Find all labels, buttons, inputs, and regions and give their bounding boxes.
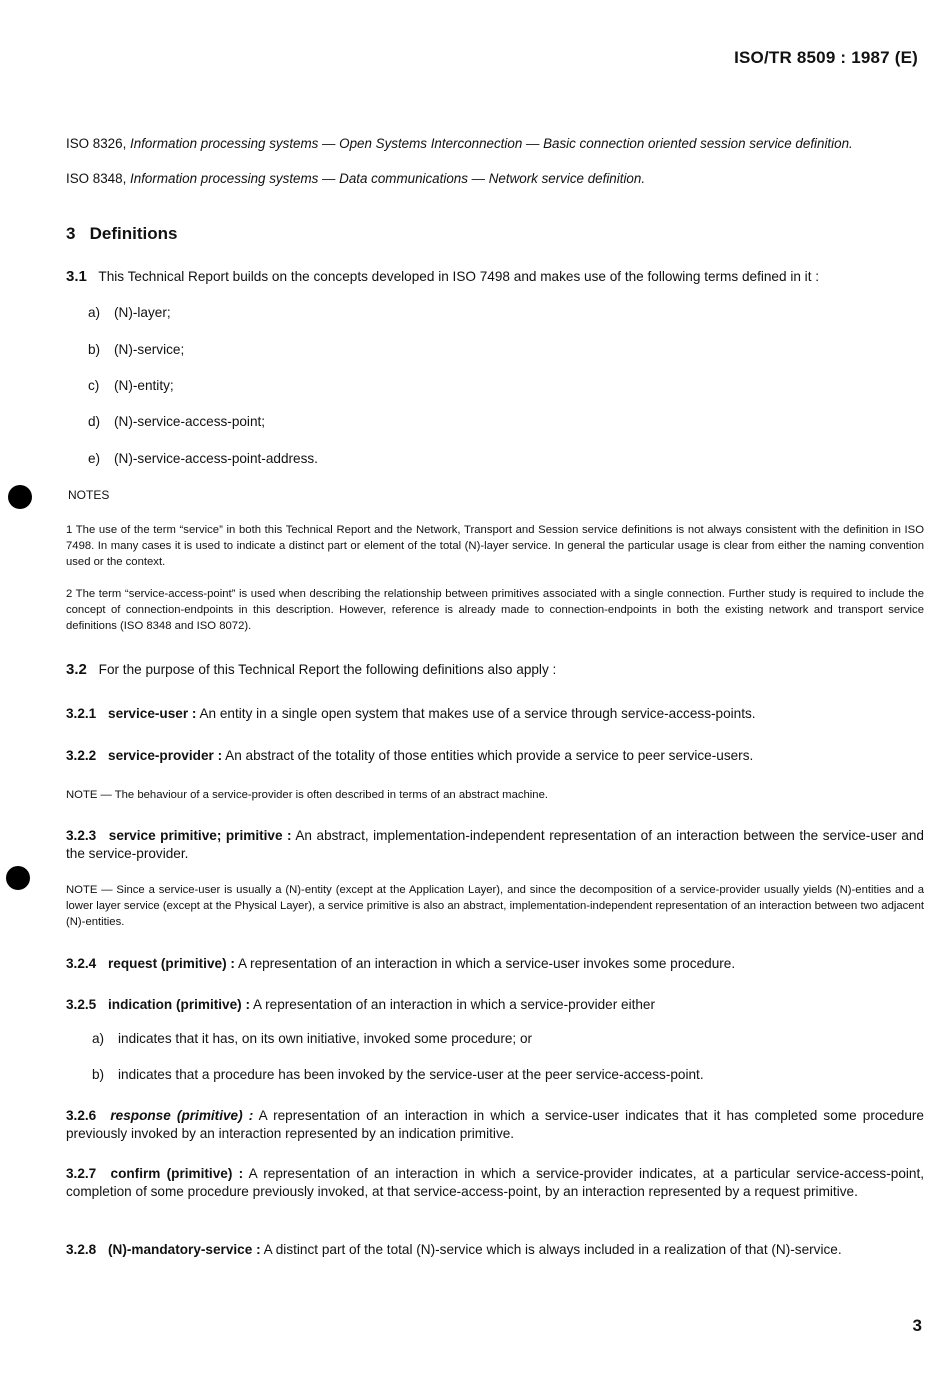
clause-3-1 — [66, 268, 924, 286]
definition-text: An entity in a single open system that makes use of a service through service-access-points. — [199, 706, 756, 721]
list-label: e) — [88, 451, 101, 466]
reference-title: Information processing systems — Open Systems Interconnection — Basic connection oriented session service definition. — [130, 136, 853, 151]
definition-text: A representation of an interaction in which a service-provider indicates, at a particular service-access-point, completion of some procedure previously invoked, at that service-access-point, by an interaction represented by a request primitive. — [66, 1166, 925, 1199]
list-text: indicates that a procedure has been invoked by the service-user at the peer service-access-point. — [118, 1067, 704, 1082]
definition-text: A representation of an interaction in which a service-user invokes some procedure. — [237, 956, 736, 971]
definition-number: 3.2.8 — [66, 1242, 97, 1257]
list-item — [88, 378, 174, 393]
section-heading: 3 Definitions — [66, 224, 178, 243]
document-identifier: ISO/TR 8509 : 1987 (E) — [734, 48, 918, 67]
definition-number: 3.2.6 — [66, 1108, 97, 1123]
definition-term: request (primitive) : — [108, 956, 235, 971]
list-text: (N)-service-access-point-address. — [114, 451, 318, 466]
page-number: 3 — [912, 1316, 922, 1335]
note-1: 1 The use of the term “service” in both this Technical Report and the Network, Transport and Session service definitions is not always consistent with the definition in ISO 7498. In many cases it is used to indicate a distinct part or element of the total (N)-layer service. In general the particular usage is clear from either the naming convention used or the context. — [66, 524, 924, 568]
definition-3-2-6 — [66, 1107, 924, 1143]
clause-text: For the purpose of this Technical Report the following definitions also apply : — [98, 662, 557, 677]
clause-number: 3.2 — [66, 661, 87, 678]
notes-heading: NOTES — [68, 488, 110, 502]
list-text: (N)-entity; — [114, 378, 174, 393]
definition-3-2-8 — [66, 1241, 924, 1259]
definition-number: 3.2.5 — [66, 997, 97, 1012]
definition-term: indication (primitive) : — [108, 997, 250, 1012]
reference-code: ISO 8326, — [66, 136, 127, 151]
punch-hole-mark — [6, 866, 30, 890]
definition-text: An abstract, implementation-independent representation of an interaction between the service-user and the service-provider. — [66, 828, 924, 861]
definition-term: response (primitive) : — [110, 1108, 254, 1123]
reference-code: ISO 8348, — [66, 171, 127, 186]
clause-text: This Technical Report builds on the concepts developed in ISO 7498 and makes use of the following terms defined in it : — [98, 269, 820, 284]
clause-number: 3.1 — [66, 268, 87, 285]
punch-hole-mark — [8, 485, 32, 509]
definition-term: confirm (primitive) : — [110, 1166, 244, 1181]
list-text: (N)-service; — [114, 342, 185, 357]
definition-note: NOTE — Since a service-user is usually a (N)-entity (except at the Application Layer), and since the decomposition of a service-provider usually yields (N)-entities and a lower layer service (except at the Physical Layer), a service primitive is also an abstract, implementation-independent representation of an interaction between two adjacent (N)-entities. — [66, 884, 924, 928]
list-item — [88, 305, 171, 320]
definition-term: service-user : — [108, 706, 197, 721]
definition-3-2-1 — [66, 705, 924, 723]
list-text: (N)-layer; — [114, 305, 171, 320]
list-item — [92, 1067, 704, 1082]
definition-3-2-3 — [66, 827, 924, 863]
definition-text: A representation of an interaction in which a service-provider either — [253, 997, 656, 1012]
definition-3-2-7 — [66, 1165, 924, 1201]
reference-iso-8326 — [66, 136, 853, 151]
list-label: a) — [88, 305, 101, 320]
list-item — [92, 1031, 532, 1046]
definition-number: 3.2.1 — [66, 706, 97, 721]
list-text: (N)-service-access-point; — [114, 414, 266, 429]
list-item — [88, 451, 318, 466]
list-item — [88, 342, 184, 357]
definition-number: 3.2.7 — [66, 1166, 97, 1181]
note-2: 2 The term “service-access-point” is used when describing the relationship between primitives associated with a single connection. Further study is required to include the concept of connection-endpoints in this description. However, reference is already made to connection-endpoints in both the existing network and transport service definitions (ISO 8348 and ISO 8072). — [66, 588, 924, 632]
clause-3-2 — [66, 661, 924, 679]
list-label: b) — [92, 1067, 105, 1082]
list-item — [88, 414, 265, 429]
list-text: indicates that it has, on its own initiative, invoked some procedure; or — [118, 1031, 533, 1046]
definition-3-2-5 — [66, 996, 924, 1014]
definition-3-2-4 — [66, 955, 924, 973]
definition-number: 3.2.4 — [66, 956, 97, 971]
reference-iso-8348 — [66, 171, 645, 186]
definition-term: service-provider : — [108, 748, 223, 763]
definition-number: 3.2.3 — [66, 828, 97, 843]
list-label: a) — [92, 1031, 105, 1046]
reference-title: Information processing systems — Data communications — Network service definition. — [130, 171, 646, 186]
list-label: c) — [88, 378, 100, 393]
list-label: b) — [88, 342, 101, 357]
definition-number: 3.2.2 — [66, 748, 97, 763]
definition-3-2-2 — [66, 747, 924, 765]
definition-text: A representation of an interaction in which a service-user indicates that it has completed some procedure previously invoked by an interaction represented by an indication primitive. — [66, 1108, 924, 1141]
definition-term: service primitive; primitive : — [108, 828, 292, 843]
definition-text: An abstract of the totality of those entities which provide a service to peer service-users. — [225, 748, 754, 763]
definition-text: A distinct part of the total (N)-service which is always included in a realization of that (N)-service. — [263, 1242, 842, 1257]
definition-term: (N)-mandatory-service : — [108, 1242, 261, 1257]
definition-note: NOTE — The behaviour of a service-provider is often described in terms of an abstract machine. — [66, 789, 549, 801]
list-label: d) — [88, 414, 101, 429]
